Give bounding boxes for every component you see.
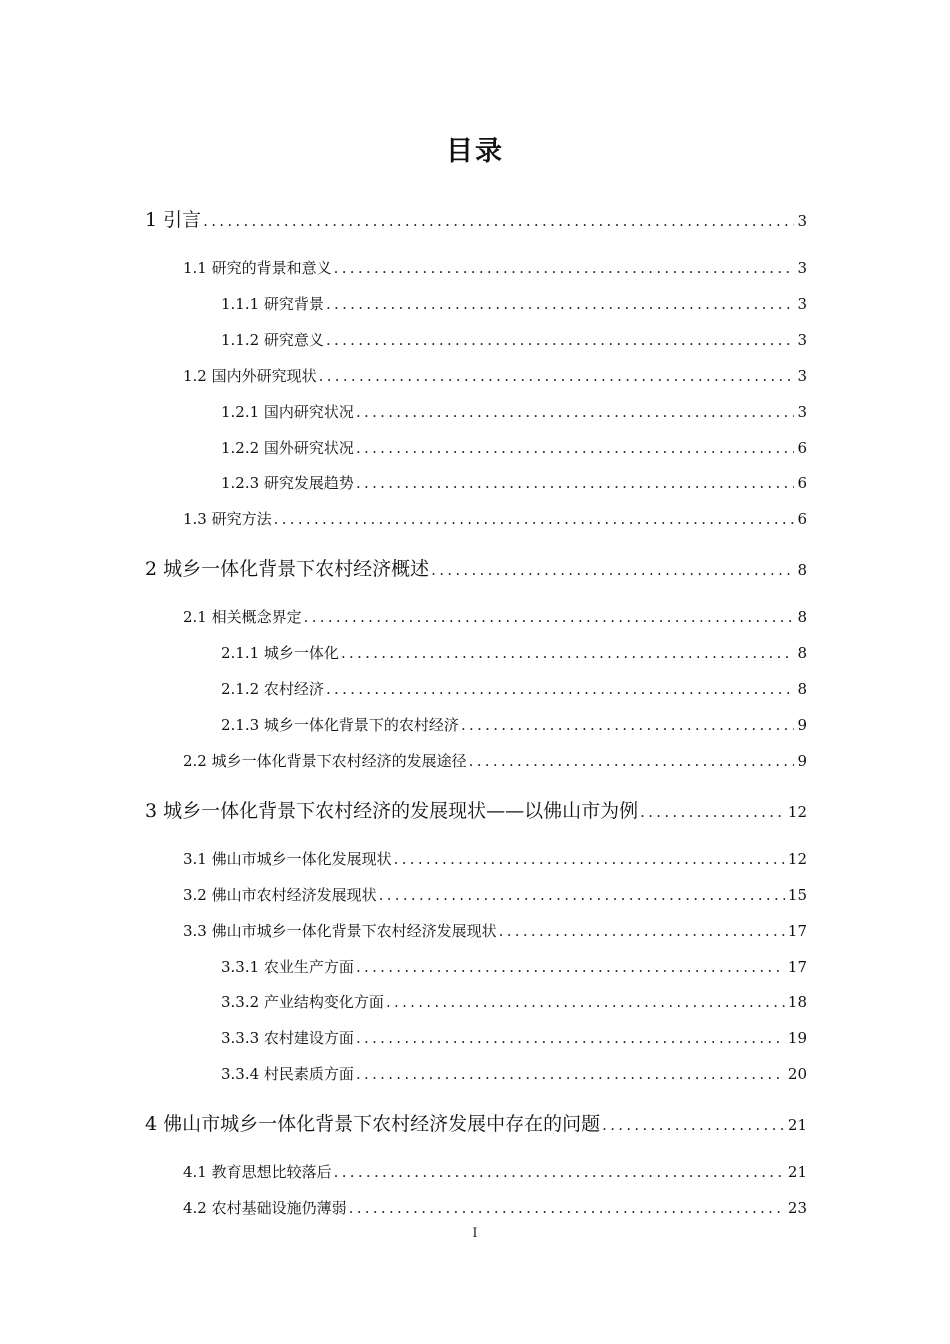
toc-page-number: 8: [797, 680, 807, 698]
toc-entry[interactable]: [183, 848, 807, 869]
toc-page-number: 6: [797, 439, 807, 457]
toc-entry[interactable]: [221, 642, 807, 663]
toc-entry-title: 3.3.1 农业生产方面: [221, 958, 354, 976]
toc-page-number: 3: [797, 331, 807, 349]
toc-dot-leader: [499, 922, 785, 940]
toc-page-number: 9: [797, 752, 807, 770]
toc-entry-title: 4 佛山市城乡一体化背景下农村经济发展中存在的问题: [145, 1113, 601, 1135]
toc-entry[interactable]: [145, 1109, 807, 1136]
toc-dot-leader: [326, 331, 795, 349]
toc-dot-leader: [469, 752, 795, 770]
toc-entry-title: 1.2.2 国外研究状况: [221, 439, 354, 457]
toc-entry[interactable]: [183, 884, 807, 905]
toc-entry[interactable]: [183, 1161, 807, 1182]
toc-page-number: 21: [787, 1163, 807, 1181]
toc-dot-leader: [356, 439, 795, 457]
toc-dot-leader: [304, 608, 795, 626]
toc-entry[interactable]: [221, 714, 807, 735]
toc-entry[interactable]: [221, 1027, 807, 1048]
toc-dot-leader: [356, 474, 795, 492]
toc-page-number: 3: [797, 212, 807, 230]
toc-entry[interactable]: [145, 554, 807, 581]
toc-entry-title: 1.2 国内外研究现状: [183, 367, 317, 385]
toc-dot-leader: [341, 644, 795, 662]
toc-page-number: 6: [797, 474, 807, 492]
toc-page-number: 17: [787, 958, 807, 976]
toc-entry-title: 3.3.3 农村建设方面: [221, 1029, 354, 1047]
toc-page-number: 12: [787, 850, 807, 868]
toc-entry-title: 1.1.2 研究意义: [221, 331, 324, 349]
toc-entry-title: 1.1.1 研究背景: [221, 295, 324, 313]
toc-page-number: 6: [797, 510, 807, 528]
toc-entry-title: 1.2.1 国内研究状况: [221, 403, 354, 421]
toc-entry[interactable]: [221, 1063, 807, 1084]
toc-page-number: 3: [797, 403, 807, 421]
toc-dot-leader: [394, 850, 785, 868]
toc-page-number: 18: [787, 993, 807, 1011]
toc-dot-leader: [203, 212, 794, 230]
toc-entry-title: 3.3.2 产业结构变化方面: [221, 993, 384, 1011]
toc-entry-title: 2.1.3 城乡一体化背景下的农村经济: [221, 716, 459, 734]
toc-entry[interactable]: [221, 437, 807, 458]
toc-page-number: 8: [797, 608, 807, 626]
toc-entry[interactable]: [221, 472, 807, 493]
toc-entry[interactable]: [183, 1197, 807, 1218]
toc-dot-leader: [319, 367, 795, 385]
page-title: 目录: [446, 136, 504, 167]
toc-dot-leader: [431, 561, 794, 579]
toc-entry[interactable]: [183, 365, 807, 386]
toc-dot-leader: [640, 803, 785, 821]
toc-dot-leader: [349, 1199, 785, 1217]
toc-page-number: 8: [797, 561, 807, 579]
toc-dot-leader: [602, 1116, 785, 1134]
toc-entry[interactable]: [183, 508, 807, 529]
toc-page-number: 20: [787, 1065, 807, 1083]
toc-dot-leader: [334, 1163, 785, 1181]
toc-page-number: 3: [797, 367, 807, 385]
toc-entry-title: 3 城乡一体化背景下农村经济的发展现状——以佛山市为例: [145, 800, 639, 822]
toc-entry-title: 1.2.3 研究发展趋势: [221, 474, 354, 492]
toc-page-number: 8: [797, 644, 807, 662]
toc-entry[interactable]: [183, 750, 807, 771]
toc-entry-title: 1.3 研究方法: [183, 510, 272, 528]
toc-dot-leader: [386, 993, 785, 1011]
toc-page-number: 15: [787, 886, 807, 904]
toc-entry-title: 1 引言: [145, 209, 202, 231]
toc-page-number: 21: [787, 1116, 807, 1134]
toc-page-number: 3: [797, 259, 807, 277]
toc-dot-leader: [356, 958, 785, 976]
toc-entry[interactable]: [183, 920, 807, 941]
toc-entry-title: 2.1.2 农村经济: [221, 680, 324, 698]
toc-entry[interactable]: [145, 796, 807, 823]
toc-dot-leader: [326, 680, 795, 698]
toc-dot-leader: [274, 510, 795, 528]
toc-entry[interactable]: [145, 205, 807, 232]
toc-dot-leader: [334, 259, 795, 277]
toc-entry-title: 3.3.4 村民素质方面: [221, 1065, 354, 1083]
toc-page-number: 3: [797, 295, 807, 313]
toc-dot-leader: [356, 1065, 785, 1083]
toc-entry-title: 3.1 佛山市城乡一体化发展现状: [183, 850, 392, 868]
toc-entry-title: 2.1 相关概念界定: [183, 608, 302, 626]
toc-entry-title: 2 城乡一体化背景下农村经济概述: [145, 558, 430, 580]
toc-entry[interactable]: [221, 956, 807, 977]
toc-entry-title: 1.1 研究的背景和意义: [183, 259, 332, 277]
toc-entry-title: 2.1.1 城乡一体化: [221, 644, 339, 662]
toc-entry[interactable]: [183, 257, 807, 278]
toc-entry-title: 2.2 城乡一体化背景下农村经济的发展途径: [183, 752, 467, 770]
page-number-footer: I: [472, 1226, 478, 1241]
toc-entry[interactable]: [221, 329, 807, 350]
toc-entry[interactable]: [221, 678, 807, 699]
toc-page-number: 23: [787, 1199, 807, 1217]
toc-entry-title: 3.3 佛山市城乡一体化背景下农村经济发展现状: [183, 922, 497, 940]
toc-entry-title: 4.1 教育思想比较落后: [183, 1163, 332, 1181]
toc-dot-leader: [326, 295, 795, 313]
toc-entry-title: 3.2 佛山市农村经济发展现状: [183, 886, 377, 904]
toc-entry[interactable]: [183, 606, 807, 627]
toc-dot-leader: [356, 1029, 785, 1047]
toc-entry-title: 4.2 农村基础设施仍薄弱: [183, 1199, 347, 1217]
toc-entry[interactable]: [221, 991, 807, 1012]
toc-entry[interactable]: [221, 401, 807, 422]
toc-page-number: 17: [787, 922, 807, 940]
toc-page-number: 19: [787, 1029, 807, 1047]
toc-dot-leader: [379, 886, 785, 904]
toc-entry[interactable]: [221, 293, 807, 314]
toc-page-number: 9: [797, 716, 807, 734]
toc-dot-leader: [356, 403, 795, 421]
toc-page-number: 12: [787, 803, 807, 821]
toc-dot-leader: [461, 716, 795, 734]
